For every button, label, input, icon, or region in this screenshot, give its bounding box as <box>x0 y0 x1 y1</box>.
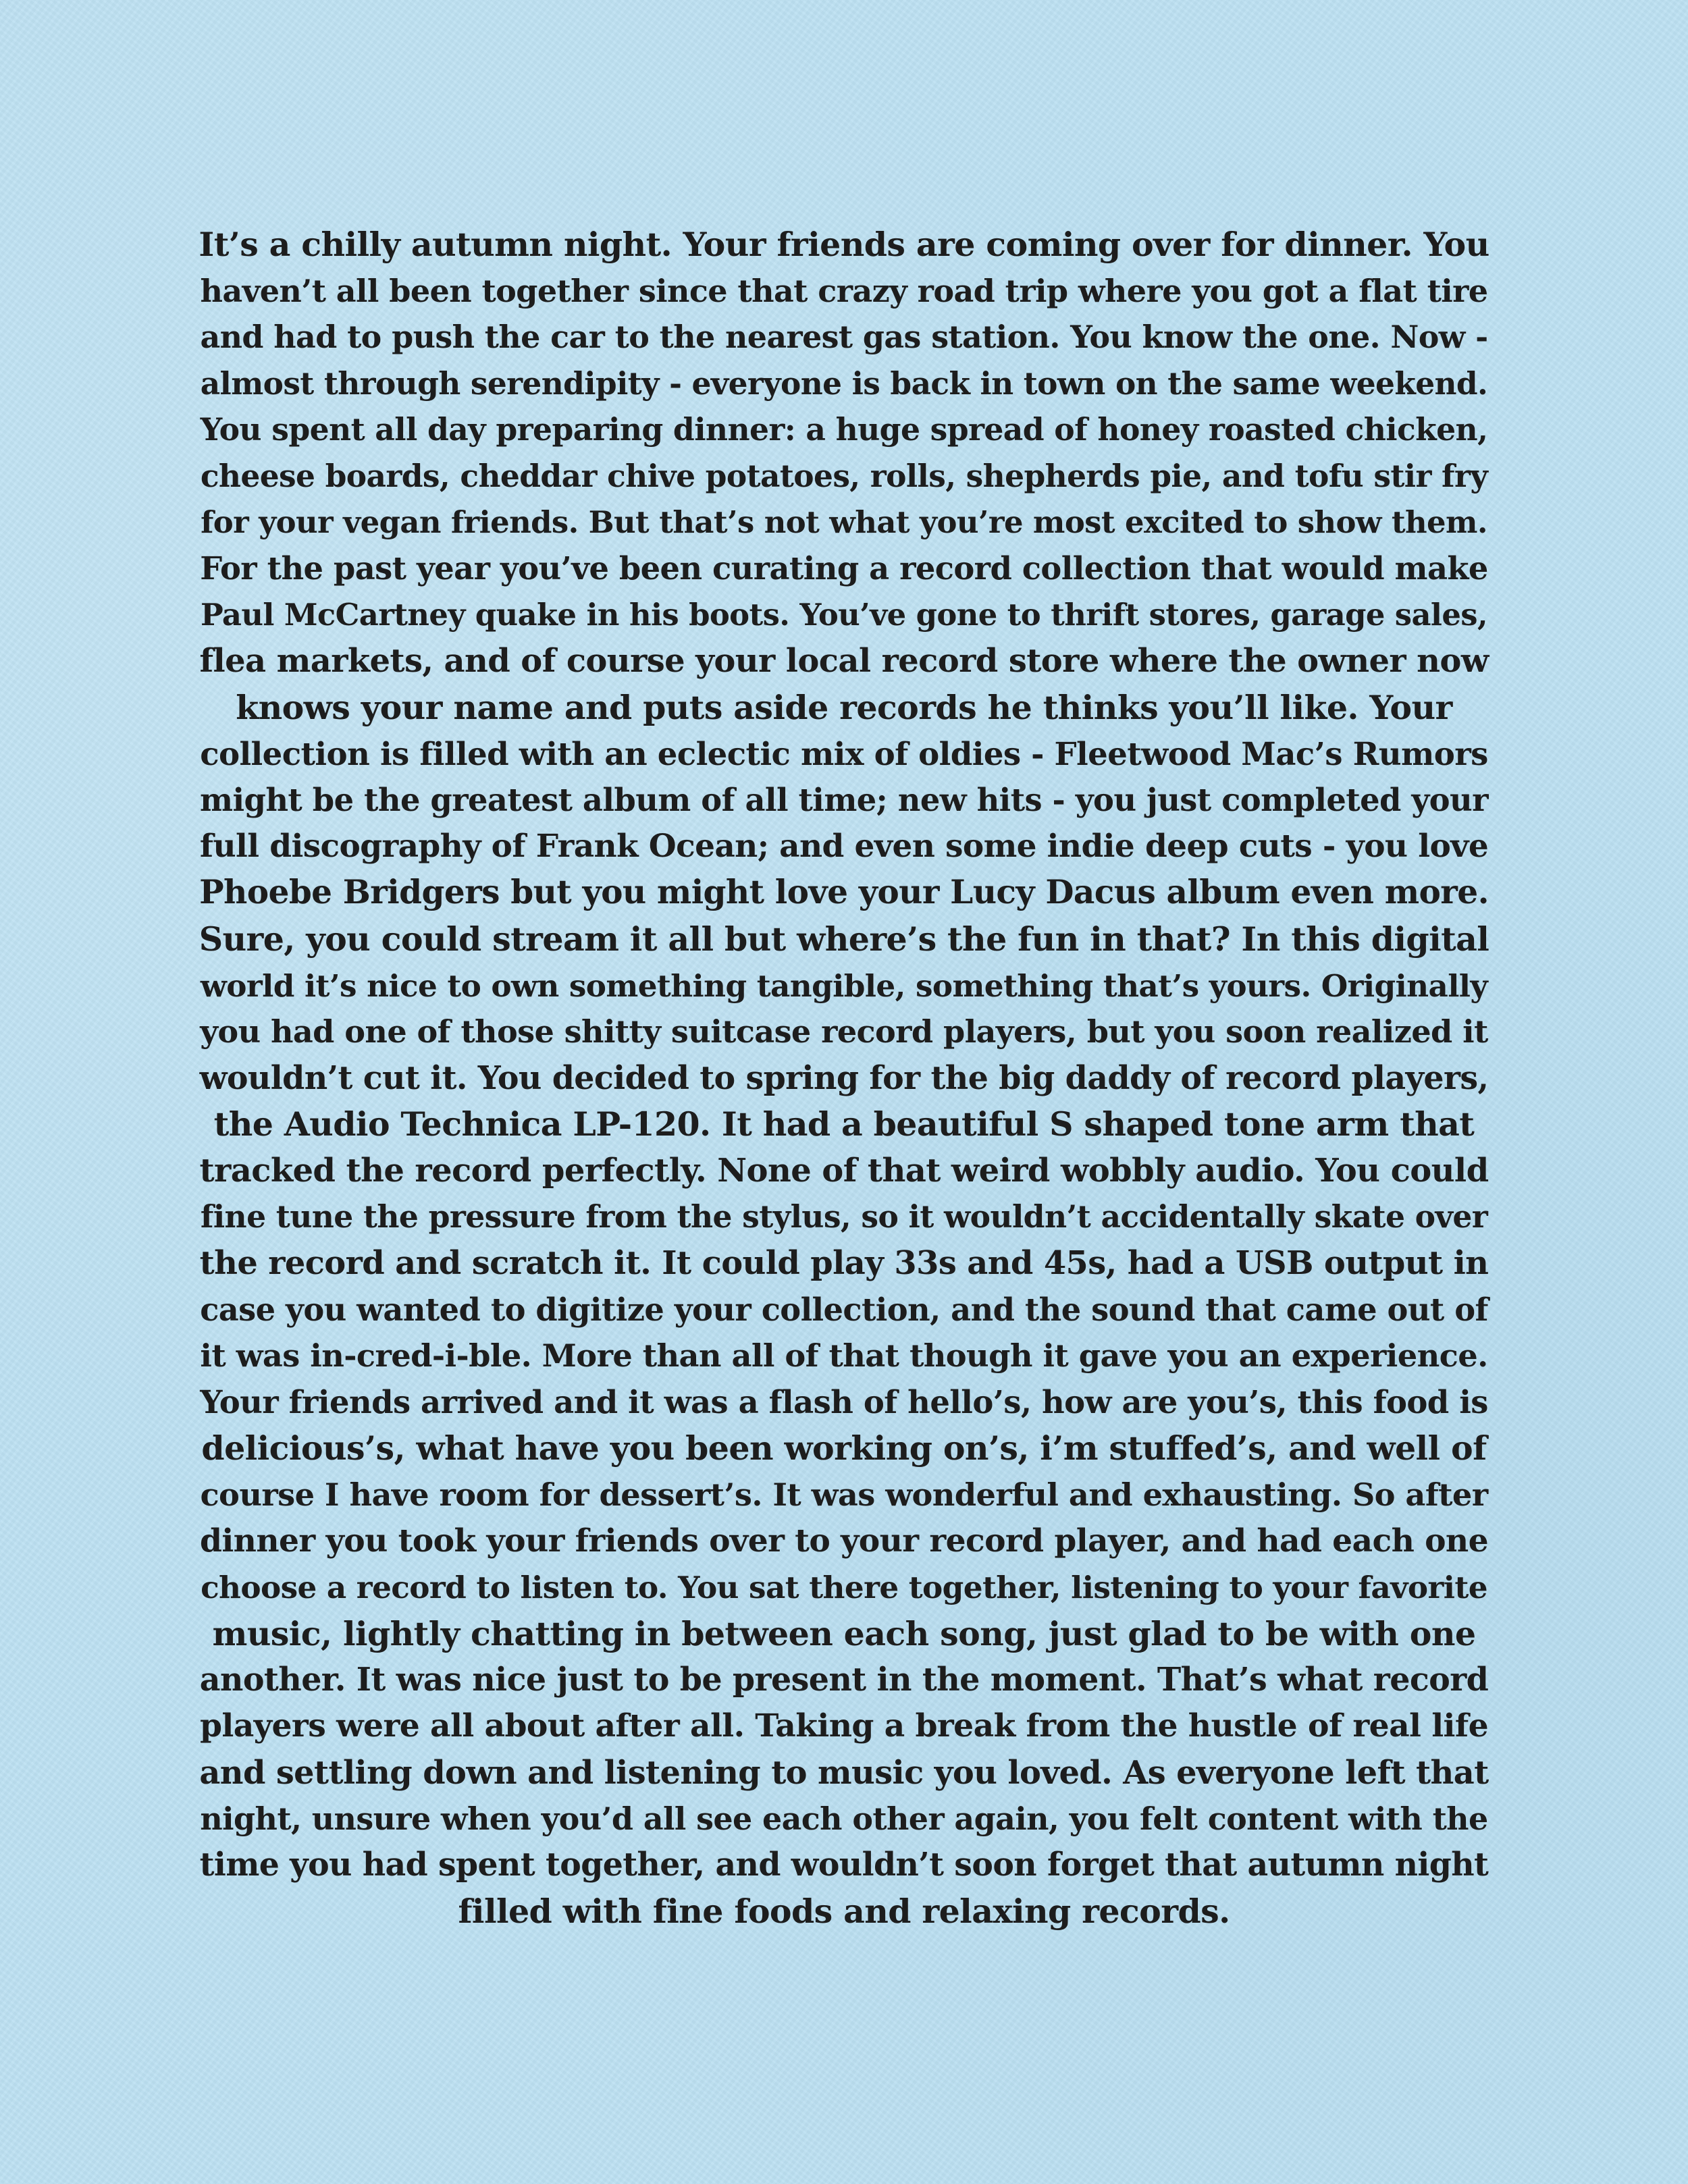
story-line: almost through serendipity - everyone is back in town on the same weekend. <box>200 365 1488 402</box>
story-line: players were all about after all. Taking a break from the hustle of real life <box>199 1707 1489 1744</box>
story-line: full discography of Frank Ocean; and even some indie deep cuts - you love <box>199 827 1489 865</box>
story-line: it was in-cred-i-ble. More than all of that though it gave you an experience. <box>200 1337 1488 1375</box>
story-line: fine tune the pressure from the stylus, so it wouldn’t accidentally skate over <box>200 1198 1488 1235</box>
story-line: For the past year you’ve been curating a record collection that would make <box>200 550 1488 587</box>
story-line: collection is filled with an eclectic mix of oldies - Fleetwood Mac’s Rumors <box>200 735 1488 772</box>
story-line: music, lightly chatting in between each song, just glad to be with one <box>212 1614 1476 1653</box>
story-line: Paul McCartney quake in his boots. You’ve gone to thrift stores, garage sales, <box>201 596 1487 633</box>
story-line: night, unsure when you’d all see each other again, you felt content with the <box>200 1801 1488 1838</box>
story-line: you had one of those shitty suitcase record players, but you soon realized it <box>200 1013 1488 1050</box>
story-line: flea markets, and of course your local record store where the owner now <box>199 642 1489 681</box>
story-line: Phoebe Bridgers but you might love your Lucy Dacus album even more. <box>199 873 1489 912</box>
story-line: case you wanted to digitize your collection, and the sound that came out of <box>200 1291 1488 1328</box>
story-line: and had to push the car to the nearest gas station. You know the one. Now - <box>200 319 1488 356</box>
story-text <box>196 221 1492 1935</box>
story-line: and settling down and listening to music you loved. As everyone left that <box>199 1753 1489 1792</box>
story-line: Sure, you could stream it all but where’s the fun in that? In this digital <box>199 919 1489 959</box>
story-line: tracked the record perfectly. None of that weird wobbly audio. You could <box>199 1151 1489 1190</box>
story-line: another. It was nice just to be present in the moment. That’s what record <box>199 1661 1489 1699</box>
story-line: might be the greatest album of all time; new hits - you just completed your <box>200 781 1488 819</box>
story-line: It’s a chilly autumn night. Your friends are coming over for dinner. You <box>199 225 1489 264</box>
story-line: course I have room for dessert’s. It was wonderful and exhausting. So after <box>200 1476 1488 1514</box>
story-line: the record and scratch it. It could play 33s and 45s, had a USB output in <box>199 1244 1489 1283</box>
story-line: for your vegan friends. But that’s not what you’re most excited to show them. <box>201 504 1487 540</box>
story-line: choose a record to listen to. You sat there together, listening to your favorite <box>201 1569 1487 1606</box>
story-line: the Audio Technica LP-120. It had a beautiful S shaped tone arm that <box>213 1104 1475 1144</box>
story-line: dinner you took your friends over to your record player, and had each one <box>200 1522 1488 1560</box>
story-line: filled with fine foods and relaxing records. <box>458 1892 1230 1932</box>
story-line: knows your name and puts aside records he thinks you’ll like. Your <box>236 687 1452 727</box>
story-line: wouldn’t cut it. You decided to spring for the big daddy of record players, <box>199 1059 1489 1097</box>
story-line: haven’t all been together since that crazy road trip where you got a flat tire <box>200 272 1488 309</box>
story-line: Your friends arrived and it was a flash of hello’s, how are you’s, this food is <box>200 1383 1488 1420</box>
story-line: world it’s nice to own something tangible, something that’s yours. Originally <box>200 967 1488 1004</box>
story-line: You spent all day preparing dinner: a huge spread of honey roasted chicken, <box>200 411 1488 448</box>
story-line: delicious’s, what have you been working on’s, i’m stuffed’s, and well of <box>201 1429 1487 1468</box>
story-line: time you had spent together, and wouldn’t soon forget that autumn night <box>199 1846 1489 1884</box>
story-line: cheese boards, cheddar chive potatoes, rolls, shepherds pie, and tofu stir fry <box>200 457 1488 494</box>
